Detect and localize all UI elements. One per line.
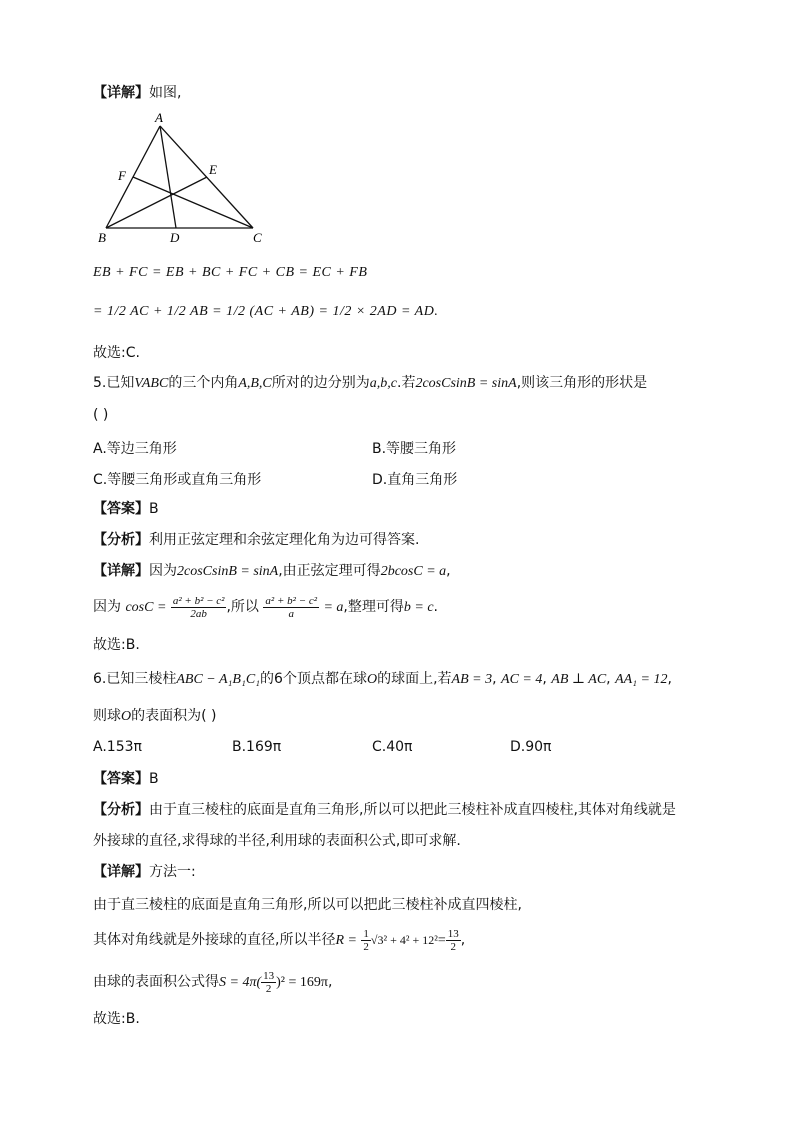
q6-half-num: 1 bbox=[363, 927, 369, 940]
label-e: E bbox=[209, 162, 217, 177]
q6-stem-i: , bbox=[542, 671, 547, 687]
label-f: F bbox=[118, 168, 126, 183]
q5-frac2-num: a² + b² − c² bbox=[265, 594, 318, 607]
q5-stem-c: 的三个内角 bbox=[168, 375, 239, 391]
q6-analysis-text-2: 外接球的直径,求得球的半径,利用球的表面积公式,即可求解. bbox=[93, 833, 461, 849]
q6-radius-num: 13 bbox=[447, 927, 459, 940]
q5-fraction-1 bbox=[171, 595, 227, 620]
q6-stem-e: 的球面上,若 bbox=[377, 671, 452, 687]
q6-detail-1: 由于直三棱柱的底面是直角三角形,所以可以把此三棱柱补成直四棱柱, bbox=[93, 897, 522, 913]
detail-intro bbox=[93, 84, 181, 102]
q5-stem-b: VABC bbox=[134, 376, 169, 391]
q5-stem-g: .若 bbox=[397, 375, 416, 391]
q6-stem-f: AB = 3 bbox=[451, 672, 493, 687]
q5-line2-d: = a bbox=[323, 600, 344, 615]
q6-stem-g: , bbox=[492, 671, 497, 687]
detail-intro-text: 如图, bbox=[149, 85, 182, 101]
q6-option-c: C.40π bbox=[372, 739, 413, 755]
q6-area-den: 2 bbox=[265, 982, 272, 995]
q5-frac1-den: 2ab bbox=[190, 607, 207, 620]
q5-final: 故选:B. bbox=[93, 637, 140, 653]
q6-detail-3d: , bbox=[327, 974, 333, 990]
q5-answer-tag: 【答案】 bbox=[93, 501, 149, 517]
q6-line2-c: 的表面积为( ) bbox=[131, 708, 217, 724]
q5-stem-f: a,b,c bbox=[369, 376, 397, 391]
q6-line2-b: O bbox=[121, 709, 132, 724]
label-b: B bbox=[98, 230, 106, 245]
q6-detail-2c: √3² + 4² + 12² bbox=[370, 933, 438, 947]
q5-stem-i: ,则该三角形的形状是 bbox=[516, 375, 648, 391]
q6-analysis-tag: 【分析】 bbox=[93, 802, 149, 818]
q6-detail bbox=[93, 863, 196, 881]
q6-stem-line2 bbox=[93, 707, 217, 726]
q6-detail-2f: , bbox=[460, 932, 466, 948]
q6-area-fraction bbox=[261, 970, 276, 995]
q5-line2-b: cosC = bbox=[125, 600, 167, 615]
q6-detail-2 bbox=[93, 922, 465, 959]
label-a: A bbox=[155, 110, 163, 125]
q5-answer-value: B bbox=[149, 501, 159, 517]
q6-detail-tag: 【详解】 bbox=[93, 864, 149, 880]
q5-frac1-num: a² + b² − c² bbox=[172, 594, 225, 607]
label-d: D bbox=[170, 230, 180, 245]
q6-area-num: 13 bbox=[263, 969, 275, 982]
q5-detail bbox=[93, 562, 451, 581]
q6-stem-m: , bbox=[667, 671, 672, 687]
q5-detail-e: , bbox=[446, 563, 451, 579]
q6-stem-k: , bbox=[606, 671, 611, 687]
q5-paren: ( ) bbox=[93, 407, 109, 423]
q5-stem bbox=[93, 374, 647, 393]
q6-answer bbox=[93, 770, 159, 788]
q5-stem-a: 5.已知 bbox=[93, 375, 135, 391]
vector-equation-1: EB + FC = EB + BC + FC + CB = EC + FB bbox=[93, 265, 368, 280]
q6-half-fraction bbox=[361, 928, 371, 953]
q5-detail-c: ,由正弦定理可得 bbox=[278, 563, 381, 579]
label-c: C bbox=[253, 230, 262, 245]
q5-stem-h: 2cosCsinB = sinA bbox=[415, 376, 517, 391]
q5-analysis bbox=[93, 531, 419, 549]
q5-fraction-2 bbox=[263, 595, 319, 620]
q6-analysis-text-1: 由于直三棱柱的底面是直角三角形,所以可以把此三棱柱补成直四棱柱,其体对角线就是 bbox=[149, 802, 676, 818]
q6-stem bbox=[93, 670, 672, 689]
q5-option-a: A.等边三角形 bbox=[93, 441, 177, 457]
q6-analysis bbox=[93, 801, 676, 819]
q6-detail-2a: 其体对角线就是外接球的直径,所以半径 bbox=[93, 932, 336, 948]
q5-detail-tag: 【详解】 bbox=[93, 563, 149, 579]
q6-answer-value: B bbox=[149, 771, 159, 787]
q5-stem-e: 所对的边分别为 bbox=[271, 375, 370, 391]
q6-stem-d: O bbox=[366, 672, 378, 687]
q5-option-c: C.等腰三角形或直角三角形 bbox=[93, 472, 262, 488]
q5-option-b: B.等腰三角形 bbox=[372, 441, 457, 457]
q6-detail-3c: )² = 169π bbox=[276, 975, 328, 990]
q5-detail-line2 bbox=[93, 592, 438, 623]
q6-stem-j: AB ⊥ AC bbox=[551, 672, 607, 687]
q5-line2-g: . bbox=[433, 599, 438, 615]
q6-stem-h: AC = 4 bbox=[501, 672, 543, 687]
q6-stem-a: 6.已知三棱柱 bbox=[93, 671, 177, 687]
q6-detail-head: 方法一: bbox=[149, 864, 196, 880]
triangle-figure bbox=[90, 110, 270, 250]
q5-line2-e: ,整理可得 bbox=[343, 599, 404, 615]
q5-line2-a: 因为 bbox=[93, 599, 121, 615]
q5-detail-b: 2cosCsinB = sinA bbox=[177, 564, 279, 579]
q6-detail-3a: 由球的表面积公式得 bbox=[93, 974, 219, 990]
q6-final: 故选:B. bbox=[93, 1011, 140, 1027]
q6-radius-fraction bbox=[446, 928, 461, 953]
q5-analysis-tag: 【分析】 bbox=[93, 532, 149, 548]
q6-line2-a: 则球 bbox=[93, 708, 121, 724]
q6-detail-2d: = bbox=[437, 933, 446, 948]
answer-choice-c: 故选:C. bbox=[93, 345, 140, 361]
q6-stem-c: 的6个顶点都在球 bbox=[260, 671, 367, 687]
q5-detail-a: 因为 bbox=[149, 563, 177, 579]
q5-line2-c: ,所以 bbox=[226, 599, 259, 615]
vector-equation-2: = 1/2 AC + 1/2 AB = 1/2 (AC + AB) = 1/2 × 2AD = AD. bbox=[93, 304, 439, 319]
q6-half-den: 2 bbox=[363, 940, 369, 953]
q6-detail-3b: S = 4π( bbox=[219, 975, 262, 990]
q5-answer bbox=[93, 500, 159, 518]
q6-detail-2b: R = bbox=[335, 933, 357, 948]
q5-analysis-text: 利用正弦定理和余弦定理化角为边可得答案. bbox=[149, 532, 420, 548]
q5-option-d: D.直角三角形 bbox=[372, 472, 458, 488]
detail-tag: 【详解】 bbox=[93, 85, 149, 101]
q6-answer-tag: 【答案】 bbox=[93, 771, 149, 787]
q6-stem-b: ABC − A₁B₁C₁ bbox=[176, 672, 261, 687]
q5-detail-d: 2bcosC = a bbox=[380, 564, 447, 579]
q5-frac2-den: a bbox=[288, 607, 294, 620]
q6-detail-3 bbox=[93, 966, 332, 999]
q6-stem-l: AA₁ = 12 bbox=[615, 672, 668, 687]
q6-option-a: A.153π bbox=[93, 739, 142, 755]
q5-stem-d: A,B,C bbox=[238, 376, 272, 391]
q6-option-b: B.169π bbox=[232, 739, 282, 755]
q5-line2-f: b = c bbox=[403, 600, 434, 615]
q6-option-d: D.90π bbox=[510, 739, 552, 755]
q6-radius-den: 2 bbox=[450, 940, 456, 953]
